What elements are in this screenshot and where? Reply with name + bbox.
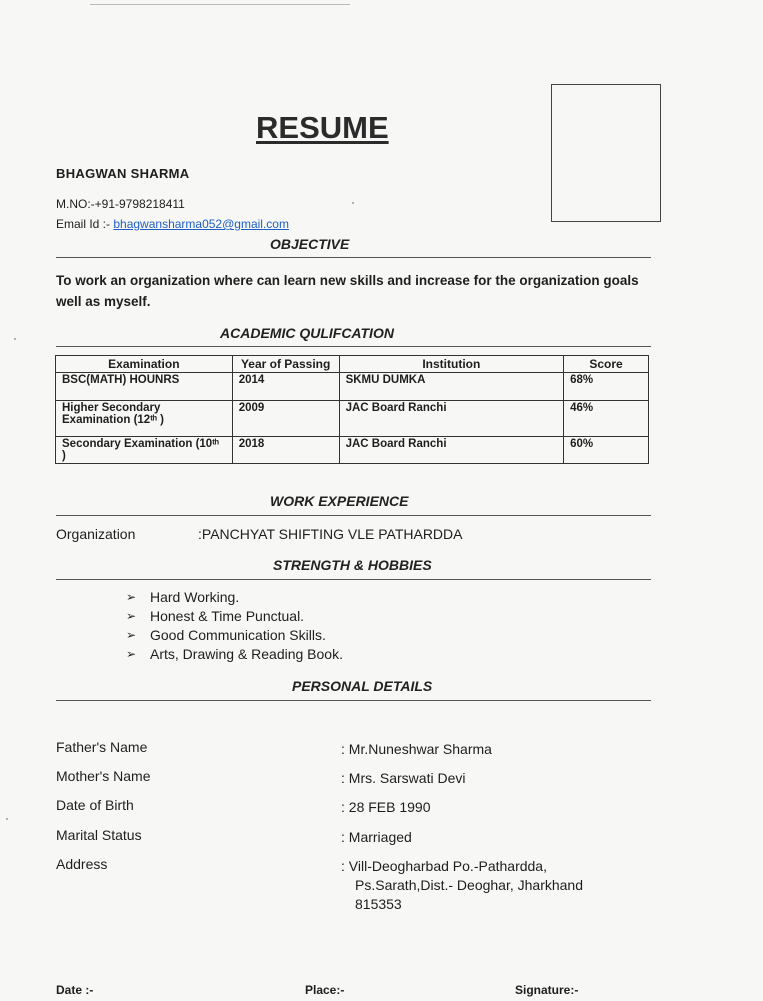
cell-institution: JAC Board Ranchi (339, 401, 564, 437)
address-value (341, 857, 583, 914)
strength-heading: STRENGTH & HOBBIES (273, 557, 432, 573)
email-link[interactable]: bhagwansharma052@gmail.com (113, 217, 289, 231)
page-title: RESUME (256, 110, 389, 145)
scan-speck (14, 338, 16, 340)
cell-exam: BSC(MATH) HOUNRS (56, 373, 233, 401)
father-name-label: Father's Name (56, 739, 148, 755)
scan-speck (6, 818, 8, 820)
scan-edge-line (90, 4, 350, 5)
arrow-bullet-icon: ➢ (126, 590, 137, 604)
academic-heading: ACADEMIC QULIFCATION (220, 325, 394, 341)
address-line: 815353 (355, 896, 402, 912)
email-line (56, 217, 289, 231)
address-line: : Vill-Deogharbad Po.-Pathardda, (341, 858, 547, 874)
work-heading: WORK EXPERIENCE (270, 493, 409, 509)
column-header: Examination (56, 356, 233, 373)
arrow-bullet-icon: ➢ (126, 609, 137, 623)
dob-value: : 28 FEB 1990 (341, 799, 431, 815)
scan-speck (352, 202, 354, 204)
divider (56, 346, 651, 347)
marital-status-value: : Marriaged (341, 829, 412, 845)
marital-status-label: Marital Status (56, 827, 142, 843)
photo-placeholder (551, 84, 661, 222)
arrow-bullet-icon: ➢ (126, 628, 137, 642)
organization-value: :PANCHYAT SHIFTING VLE PATHARDDA (198, 526, 463, 542)
column-header: Score (564, 356, 649, 373)
place-field: Place:- (305, 983, 345, 997)
mother-name-label: Mother's Name (56, 768, 151, 784)
list-item: ➢ Arts, Drawing & Reading Book. (126, 646, 343, 662)
cell-score: 46% (564, 401, 649, 437)
date-field: Date :- (56, 983, 94, 997)
cell-institution: JAC Board Ranchi (339, 437, 564, 464)
academic-table (55, 355, 649, 464)
hobbies-list (126, 588, 343, 664)
arrow-bullet-icon: ➢ (126, 647, 137, 661)
table-header-row (56, 356, 649, 373)
cell-year: 2009 (232, 401, 339, 437)
objective-text: To work an organization where can learn new skills and increase for the organization goals well as myself. (56, 273, 639, 309)
address-line: Ps.Sarath,Dist.- Deoghar, Jharkhand (355, 877, 584, 893)
column-header: Institution (339, 356, 564, 373)
personal-heading: PERSONAL DETAILS (292, 678, 433, 694)
father-name-value: : Mr.Nuneshwar Sharma (341, 741, 492, 757)
signature-field: Signature:- (515, 983, 579, 997)
objective-heading: OBJECTIVE (270, 236, 350, 252)
list-item: ➢ Good Communication Skills. (126, 627, 326, 643)
divider (56, 700, 651, 701)
email-label: Email Id :- (56, 217, 114, 231)
table-row (56, 437, 649, 464)
divider (56, 257, 651, 258)
cell-score: 60% (564, 437, 649, 464)
column-header: Year of Passing (232, 356, 339, 373)
mother-name-value: : Mrs. Sarswati Devi (341, 770, 466, 786)
table-row (56, 373, 649, 401)
cell-year: 2014 (232, 373, 339, 401)
address-label: Address (56, 856, 108, 872)
list-item: ➢ Honest & Time Punctual. (126, 608, 305, 624)
mobile-number: M.NO:-+91-9798218411 (56, 197, 185, 211)
cell-exam: Secondary Examination (10ᵗʰ ) (56, 437, 233, 464)
cell-score: 68% (564, 373, 649, 401)
cell-exam: Higher Secondary Examination (12ᵗʰ ) (56, 401, 233, 437)
divider (56, 579, 651, 580)
cell-year: 2018 (232, 437, 339, 464)
dob-label: Date of Birth (56, 797, 134, 813)
organization-label: Organization (56, 526, 136, 542)
cell-institution: SKMU DUMKA (339, 373, 564, 401)
divider (56, 515, 651, 516)
list-item: ➢ Hard Working. (126, 589, 240, 605)
candidate-name: BHAGWAN SHARMA (56, 166, 190, 181)
table-row (56, 401, 649, 437)
